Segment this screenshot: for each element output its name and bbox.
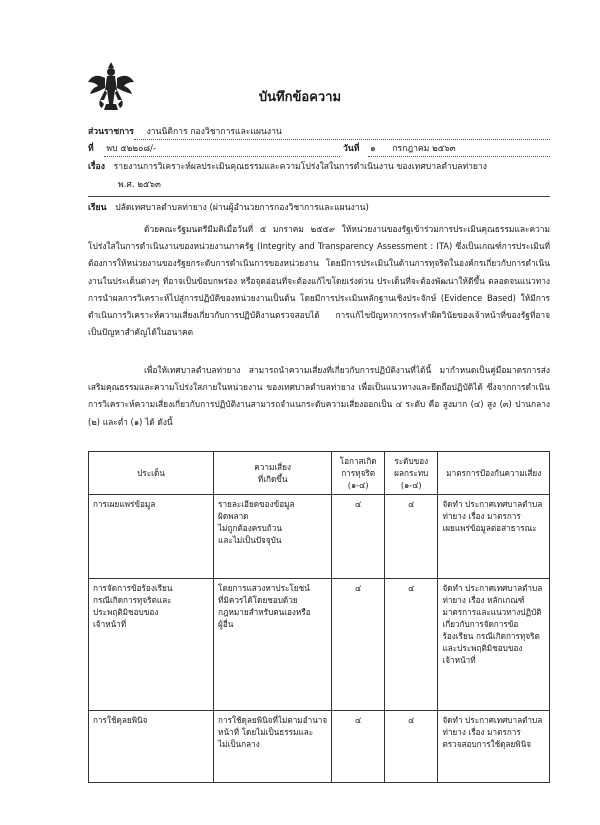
measure-cell: จัดทำ ประกาศเทศบาลตำบล ท่ายาง เรื่อง หลักเกณฑ์ มาตรการและแนวทางปฏิบัติ เกี่ยวกับการจัดการข้อ ร้องเรียน กรณีเกิดการทุจริต และประพฤติมิชอบของ เจ้าหน้าที่ — [438, 579, 550, 711]
subject-line-1: รายงานการวิเคราะห์ผลประเมินคุณธรรมและความโปร่งใสในการดำเนินงาน ของเทศบาลตำบลท่ายาง — [113, 162, 487, 172]
recipient-label: เรียน — [88, 203, 107, 213]
document-title: บันทึกข้อความ — [258, 90, 342, 105]
header-issue: ประเด็น — [89, 452, 214, 495]
date-row — [343, 144, 456, 155]
reference-label: ที่ — [88, 144, 94, 154]
agency-label: ส่วนราชการ — [88, 127, 134, 137]
agency-value: งานนิติการ กองวิชาการและแผนงาน — [146, 127, 282, 137]
reference-dotted-line — [104, 156, 340, 157]
probability-cell: ๔ — [332, 579, 385, 711]
issue-cell: การจัดการข้อร้องเรียน กรณีเกิดการทุจริตและ ประพฤติมิชอบของ เจ้าหน้าที่ — [89, 579, 214, 711]
header-risk: ความเสี่ยง ที่เกิดขึ้น — [214, 452, 332, 495]
date-label: วันที่ — [343, 144, 360, 154]
risk-assessment-table — [88, 451, 550, 783]
issue-cell: การเผยแพร่ข้อมูล — [89, 495, 214, 579]
recipient-value: ปลัดเทศบาลตำบลท่ายาง (ผ่านผู้อำนวยการกองวิชาการและแผนงาน) — [115, 203, 369, 213]
table-header-row — [89, 452, 550, 495]
risk-cell: รายละเอียดของข้อมูล ผิดพลาด ไม่ถูกต้องครบถ้วน และไม่เป็นปัจจุบัน — [214, 495, 332, 579]
probability-cell: ๔ — [332, 711, 385, 783]
impact-cell: ๔ — [385, 711, 438, 783]
date-day: ๑ — [370, 144, 376, 154]
reference-value: พบ ๕๒๒๐๘/- — [106, 144, 156, 154]
table-row — [89, 711, 550, 783]
impact-cell: ๔ — [385, 579, 438, 711]
reference-row — [88, 144, 156, 155]
header-divider — [88, 196, 550, 197]
date-dotted-line — [368, 156, 550, 157]
measure-cell: จัดทำ ประกาศเทศบาลตำบล ท่ายาง เรื่อง มาตรการ ตรวจสอบการใช้ดุลยพินิจ — [438, 711, 550, 783]
subject-line-2: พ.ศ. ๒๕๖๓ — [118, 180, 161, 190]
subject-row — [88, 162, 487, 173]
measure-cell: จัดทำ ประกาศเทศบาลตำบล ท่ายาง เรื่อง มาตรการ เผยแพร่ข้อมูลต่อสาธารณะ — [438, 495, 550, 579]
probability-cell: ๔ — [332, 495, 385, 579]
header-impact: ระดับของ ผลกระทบ (๑-๔) — [385, 452, 438, 495]
body-paragraph-2: เพื่อให้เทศบาลตำบลท่ายาง สามารถนำความเสี่ยงที่เกี่ยวกับการปฏิบัติงานที่ได้นี้ มากำหนดเป็นคู่มือมาตรการส่งเสริมคุณธรรมและความโปร่งใสภายในหน่วยงาน ของเทศบาลตำบลท่ายาง เพื่อเป็นแนวทางและยึดถือปฏิบัติได้ ซึ่งจากการดำเนินการวิเคราะห์ความเสี่ยงเกี่ยวกับการปฏิบัติงานสามารถจำแนกระดับความเสี่ยงออกเป็น ๔ ระดับ คือ สูงมาก (๔) สูง (๓) ปานกลาง (๒) และต่ำ (๑) ได้ ดังนี้ — [88, 365, 550, 427]
recipient-row — [88, 203, 369, 214]
body-paragraph-1: ด้วยคณะรัฐมนตรีมีมติเมื่อวันที่ ๕ มกราคม ๒๕๕๙ ให้หน่วยงานของรัฐเข้าร่วมการประเมินคุณธรรมและความโปร่งใสในการดำเนินงานของหน่วยงานภาครัฐ (Integrity and Transparency Assessment : ITA) ซึ่งเป็นเกณฑ์การประเมินที่ต้องการให้หน่วยงานของรัฐยกระดับการดำเนินการของหน่วยงาน โดยมีการประเมินในด้านการทุจริตในองค์กรเกี่ยวกับการดำเนินงานในประเด็นต่างๆ ที่อาจเป็นข้อบกพร่อง หรือจุดอ่อนที่จะต้องแก้ไขโดยเร่งด่วน ประเด็นที่จะต้องพัฒนาให้ดีขึ้น ตลอดจนแนวทางการนำผลการวิเคราะห์ไปสู่การปฏิบัติของหน่วยงานเป็นต้น โดยมีการประเมินหลักฐานเชิงประจักษ์ (Evidence Based) ให้มีการดำเนินการวิเคราะห์ความเสี่ยงเกี่ยวกับการปฏิบัติงานตรวจสอบได้ การแก้ไขปัญหาการกระทำผิดวินัยของเจ้าหน้าที่ของรัฐที่อาจเป็นปัญหาสำคัญได้ในอนาคต — [88, 224, 550, 338]
impact-cell: ๔ — [385, 495, 438, 579]
subject-label: เรื่อง — [88, 162, 105, 172]
agency-dotted-line — [134, 139, 550, 140]
agency-row — [88, 127, 282, 138]
header-probability: โอกาสเกิด การทุจริต (๑-๔) — [332, 452, 385, 495]
risk-cell: การใช้ดุลยพินิจที่ไม่ตามอำนาจ หน้าที่ โดยไม่เป็นธรรมและ ไม่เป็นกลาง — [214, 711, 332, 783]
risk-cell: โดยการแสวงหาประโยชน์ ที่มิควรได้โดยชอบด้วย กฎหมายสำหรับตนเองหรือ ผู้อื่น — [214, 579, 332, 711]
table-row — [89, 495, 550, 579]
table-row — [89, 579, 550, 711]
header-measure: มาตรการป้องกันความเสี่ยง — [438, 452, 550, 495]
issue-cell: การใช้ดุลยพินิจ — [89, 711, 214, 783]
date-month-year: กรกฎาคม ๒๕๖๓ — [392, 144, 456, 154]
